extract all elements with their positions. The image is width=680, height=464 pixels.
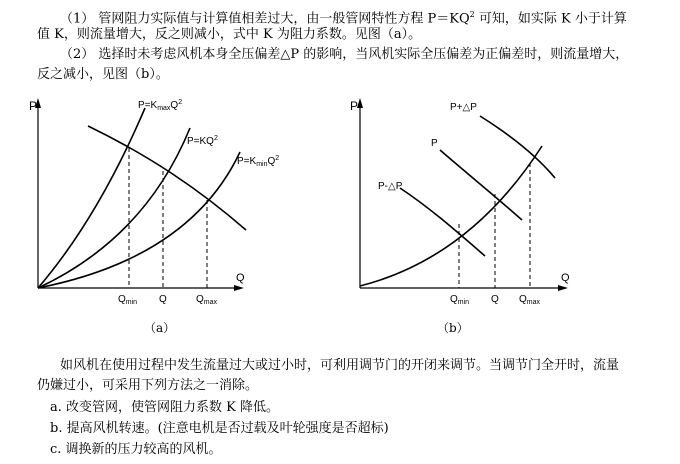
figures [0, 88, 680, 340]
figure-b [350, 98, 570, 306]
figure-b-curve-minus [400, 188, 485, 256]
paragraph-2-line-1: （2） 选择时未考虑风机本身全压偏差△P 的影响，当风机实际全压偏差为正偏差时，则流量增大， [60, 47, 629, 62]
paragraph-1-line-2: 值 K，则流量增大，反之则减小，式中 K 为阻力系数。见图（a）。 [37, 27, 422, 42]
figure-b-x-arrow-icon [558, 285, 568, 291]
method-a: a. 改变管网，使管网阻力系数 K 降低。 [50, 400, 279, 415]
method-c: c. 调换新的压力较高的风机。 [50, 442, 222, 457]
paragraph-1-line-1-text: （1） 管网阻力实际值与计算值相差过大，由一般管网特性方程 P＝KQ [60, 11, 470, 27]
figure-a-y-label: P [29, 99, 38, 113]
figure-b-curve-label-p: P [431, 138, 438, 149]
figure-a-x-label: Q [236, 272, 245, 284]
figure-b-system-curve [360, 146, 542, 286]
paragraph-1-line-1 [60, 7, 627, 27]
figure-b-curve-p [440, 150, 522, 220]
paragraph-3-line-1: 如风机在使用过程中发生流量过大或过小时，可利用调节门的开闭来调节。当调节门全开时，流量 [60, 358, 620, 373]
paragraph-3-line-2: 仍嫌过小，可采用下列方法之一消除。 [37, 378, 259, 393]
figure-a-curve-label-k: $P=KQ^2$ [187, 135, 218, 147]
figure-a [29, 98, 279, 306]
figure-b-x-label: Q [561, 272, 570, 284]
figure-a-curve-label-kmax: $P=K_{max}Q^2$ [138, 99, 183, 112]
figure-a-x-arrow-icon [234, 285, 244, 291]
figure-a-curve-kmin [38, 152, 240, 288]
method-b: b. 提高风机转速。(注意电机是否过载及叶轮强度是否超标) [50, 421, 389, 436]
figure-b-caption: （b） [437, 321, 469, 335]
figure-b-curve-plus [480, 116, 555, 178]
figure-a-tick-q: Q [159, 294, 167, 305]
figure-a-curve-label-kmin: $P=K_{min}Q^2$ [237, 155, 280, 168]
figure-a-tick-qmin: $Q_{min}$ [118, 294, 138, 306]
paragraph-1-line-1-tail: 可知，如实际 K 小于计算 [474, 11, 627, 27]
figure-a-tick-qmax: $Q_{max}$ [196, 294, 218, 306]
figure-a-caption: （a） [144, 321, 176, 335]
figure-b-tick-q: Q [491, 294, 499, 305]
figure-a-curve-k [38, 128, 190, 288]
figure-b-tick-qmax: $Q_{max}$ [519, 294, 541, 306]
figure-b-curve-label-plus: P+△P [450, 102, 477, 113]
exponent: 2 [469, 10, 475, 19]
figure-b-y-label: P [350, 99, 359, 113]
paragraph-2-line-2: 反之减小，见图（b）。 [37, 67, 169, 82]
figure-b-curve-label-minus: P-△P [378, 181, 403, 192]
figure-b-tick-qmin: $Q_{min}$ [450, 294, 470, 306]
